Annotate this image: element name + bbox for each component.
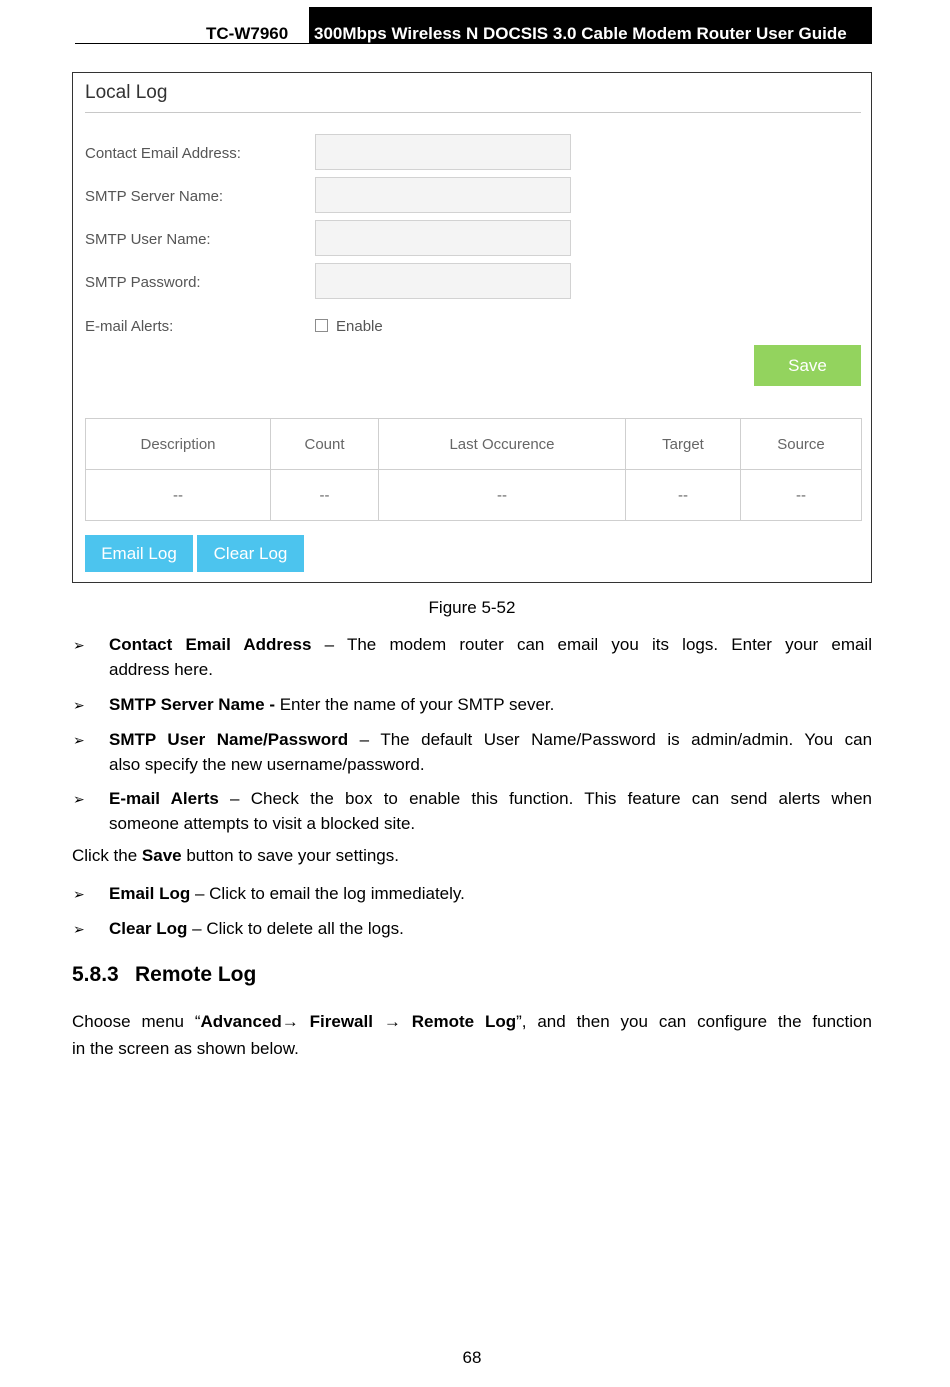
bullet-sep: –: [311, 635, 347, 654]
bullet-sep: –: [348, 730, 381, 749]
email-alerts-label: E-mail Alerts:: [85, 318, 174, 335]
bullet-marker: ➢: [73, 697, 85, 713]
table-cell: --: [86, 470, 271, 521]
bullet-marker: ➢: [73, 886, 85, 902]
smtp-user-input[interactable]: [315, 220, 571, 256]
bullet-text: Click to email the log immediately.: [209, 884, 465, 903]
bullet-term: SMTP User Name/Password: [109, 730, 349, 749]
header-rule: [75, 43, 309, 44]
bullet-marker: ➢: [73, 791, 85, 807]
save-note-bold: Save: [141, 846, 182, 865]
panel-divider: [85, 112, 861, 113]
bullet-email-log: [109, 881, 872, 906]
bullet-term: SMTP Server Name -: [109, 695, 275, 714]
smtp-password-input[interactable]: [315, 263, 571, 299]
bullet-smtp-server: [109, 692, 872, 717]
smtp-server-label: SMTP Server Name:: [85, 188, 224, 205]
save-note-text: button to save your settings.: [181, 846, 399, 865]
section-heading: [72, 963, 256, 987]
table-header-row: [86, 419, 862, 470]
contact-email-input[interactable]: [315, 134, 571, 170]
menu-path-lead: Choose menu “: [72, 1012, 201, 1031]
bullet-term: Clear Log: [109, 919, 188, 938]
bullet-clear-log: [109, 916, 872, 941]
contact-email-label: Contact Email Address:: [85, 145, 241, 162]
arrow-icon: →: [383, 1012, 401, 1031]
panel-title: Local Log: [85, 82, 168, 103]
smtp-user-label: SMTP User Name:: [85, 231, 211, 248]
table-cell: --: [271, 470, 379, 521]
bullet-marker: ➢: [73, 921, 85, 937]
save-note: [72, 846, 399, 866]
column-header-last-occurence: Last Occurence: [379, 419, 626, 470]
table-cell: --: [379, 470, 626, 521]
bullet-term: Contact Email Address: [109, 635, 312, 654]
bullet-sep: –: [218, 789, 251, 808]
column-header-count: Count: [271, 419, 379, 470]
menu-path-text-cont: in the screen as shown below.: [72, 1039, 299, 1058]
menu-path-trail: ”, and then you can configure the function: [516, 1012, 872, 1031]
table-cell: --: [741, 470, 862, 521]
menu-firewall: Firewall: [309, 1012, 373, 1031]
bullet-text: Click to delete all the logs.: [206, 919, 404, 938]
section-title: Remote Log: [135, 963, 257, 986]
bullet-term: E-mail Alerts: [109, 789, 219, 808]
save-button[interactable]: Save: [754, 345, 861, 386]
header-guide-title: 300Mbps Wireless N DOCSIS 3.0 Cable Modem Router User Guide: [309, 7, 872, 44]
menu-path-text: [72, 1012, 872, 1032]
email-log-button[interactable]: Email Log: [85, 535, 193, 572]
smtp-server-input[interactable]: [315, 177, 571, 213]
figure-caption: Figure 5-52: [428, 598, 516, 617]
log-table: [85, 418, 862, 521]
bullet-contact-email: [109, 632, 872, 657]
bullet-marker: ➢: [73, 637, 85, 653]
column-header-description: Description: [86, 419, 271, 470]
enable-checkbox[interactable]: [315, 319, 328, 332]
bullet-marker: ➢: [73, 732, 85, 748]
page-number: 68: [462, 1348, 482, 1367]
column-header-source: Source: [741, 419, 862, 470]
bullet-term: Email Log: [109, 884, 191, 903]
bullet-smtp-user-password-cont: also specify the new username/password.: [109, 755, 425, 774]
bullet-sep: –: [190, 884, 210, 903]
table-cell: --: [626, 470, 741, 521]
bullet-text: The default User Name/Password is admin/admin. You can: [380, 730, 873, 749]
section-number: 5.8.3: [72, 963, 119, 986]
arrow-icon: →: [281, 1012, 299, 1031]
enable-label: Enable: [336, 318, 383, 335]
bullet-smtp-user-password: [109, 727, 872, 752]
table-row: [86, 470, 862, 521]
clear-log-button[interactable]: Clear Log: [197, 535, 304, 572]
column-header-target: Target: [626, 419, 741, 470]
bullet-email-alerts: [109, 786, 872, 811]
bullet-sep: –: [187, 919, 207, 938]
menu-advanced: Advanced: [200, 1012, 282, 1031]
save-note-text: Click the: [72, 846, 142, 865]
bullet-text: Enter the name of your SMTP sever.: [279, 695, 555, 714]
bullet-text: Check the box to enable this function. This feature can send alerts when: [250, 789, 872, 808]
menu-remote-log: Remote Log: [411, 1012, 517, 1031]
bullet-contact-email-cont: address here.: [109, 660, 213, 679]
local-log-screenshot: [72, 72, 872, 583]
bullet-text: The modem router can email you its logs. Enter your email: [346, 635, 872, 654]
smtp-password-label: SMTP Password:: [85, 274, 201, 291]
bullet-email-alerts-cont: someone attempts to visit a blocked site.: [109, 814, 416, 833]
header-model: TC-W7960: [206, 24, 289, 43]
